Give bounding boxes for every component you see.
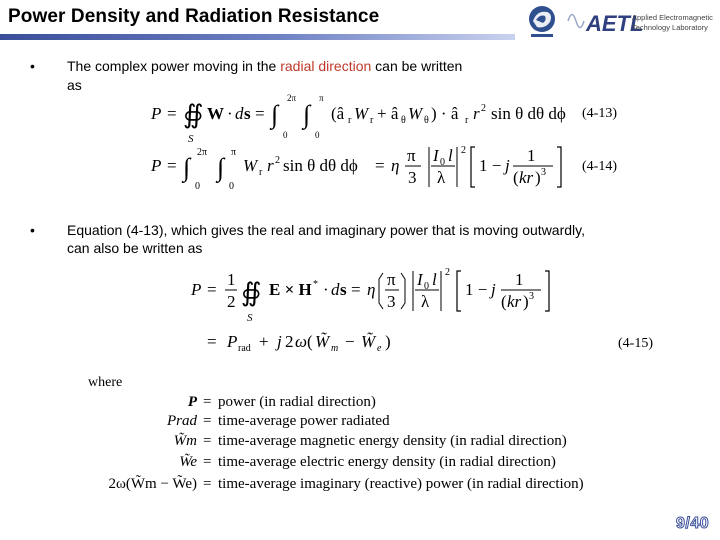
svg-text:=: = xyxy=(167,104,177,123)
svg-text:m: m xyxy=(331,343,339,354)
svg-text:sin θ dθ dϕ: sin θ dθ dϕ xyxy=(283,156,358,175)
svg-text:r: r xyxy=(348,115,352,126)
svg-text:=: = xyxy=(167,156,177,175)
svg-text:2: 2 xyxy=(445,267,450,278)
definition-symbol: W̃e xyxy=(179,454,197,470)
svg-text:j: j xyxy=(277,332,282,351)
aetl-wave-icon xyxy=(566,4,644,38)
svg-text:3: 3 xyxy=(387,292,396,311)
svg-text:2π: 2π xyxy=(197,147,208,158)
svg-text:r: r xyxy=(370,115,374,126)
svg-text:=: = xyxy=(375,156,385,175)
slide-title: Power Density and Radiation Resistance xyxy=(8,6,380,27)
svg-text:P: P xyxy=(151,104,162,123)
where-label: where xyxy=(88,375,123,390)
svg-text:1: 1 xyxy=(515,270,524,289)
svg-text:2: 2 xyxy=(275,155,280,166)
definition-equals: = xyxy=(203,476,212,492)
svg-text:r: r xyxy=(473,104,480,123)
svg-text:=: = xyxy=(207,332,217,351)
definition-equals: = xyxy=(203,433,212,449)
svg-text:3: 3 xyxy=(529,291,534,302)
title-underline-bar xyxy=(0,34,515,40)
svg-text:0: 0 xyxy=(440,157,445,168)
equation-number-4-13: (4-13) xyxy=(582,106,617,121)
bullet-1-text-a: The complex power moving in the xyxy=(67,58,281,74)
svg-text:): ) xyxy=(535,168,541,187)
bullet-1-highlight: radial direction xyxy=(280,58,372,74)
svg-text:π: π xyxy=(231,147,237,158)
svg-text:W: W xyxy=(408,104,423,123)
svg-text:3: 3 xyxy=(408,168,417,187)
svg-text:): ) xyxy=(385,332,391,351)
svg-text:·: · xyxy=(323,280,329,299)
svg-text:s: s xyxy=(244,104,251,123)
definition-text: time-average power radiated xyxy=(218,413,390,429)
svg-text:·: · xyxy=(227,104,233,123)
svg-text:rad: rad xyxy=(238,343,251,354)
aetl-subtitle-line1: Applied Electromagnetic xyxy=(632,13,713,22)
aetl-subtitle-line2: Technology Laboratory xyxy=(632,23,708,32)
svg-text:(: ( xyxy=(513,168,519,187)
definition-text: time-average imaginary (reactive) power (in radial direction) xyxy=(218,476,584,492)
svg-text:+: + xyxy=(259,332,269,351)
svg-text:s: s xyxy=(340,280,347,299)
svg-text:*: * xyxy=(313,279,318,290)
svg-text:2: 2 xyxy=(285,332,294,351)
svg-text:(: ( xyxy=(307,332,313,351)
svg-text:θ: θ xyxy=(424,115,429,126)
definition-symbol: P xyxy=(187,394,197,410)
svg-text:(: ( xyxy=(501,292,507,311)
svg-text:π: π xyxy=(387,270,396,289)
svg-text:0: 0 xyxy=(424,281,429,292)
svg-text:(â: (â xyxy=(331,104,345,123)
svg-text:W: W xyxy=(354,104,369,123)
equation-number-4-15: (4-15) xyxy=(618,336,653,351)
svg-text:1: 1 xyxy=(527,146,536,165)
svg-text:2π: 2π xyxy=(287,93,297,103)
svg-text:r: r xyxy=(267,156,274,175)
equation-4-15 xyxy=(185,265,665,357)
svg-text:l: l xyxy=(432,270,437,289)
svg-text:0: 0 xyxy=(315,130,320,140)
svg-text:I: I xyxy=(417,270,423,289)
svg-text:0: 0 xyxy=(229,181,234,192)
definition-text: time-average magnetic energy density (in radial direction) xyxy=(218,433,567,449)
svg-text:λ: λ xyxy=(421,292,430,311)
svg-text:θ: θ xyxy=(401,115,406,126)
bullet-1-line-1 xyxy=(67,58,462,75)
svg-text:=: = xyxy=(255,104,265,123)
svg-text:kr: kr xyxy=(519,168,534,187)
bullet-1-text-b: can be written xyxy=(371,58,463,74)
svg-text:2: 2 xyxy=(227,292,236,311)
svg-text:2: 2 xyxy=(461,145,466,156)
svg-text:=: = xyxy=(207,280,217,299)
svg-text:π: π xyxy=(407,146,416,165)
svg-text:P: P xyxy=(151,156,162,175)
page-number: 9/40 xyxy=(676,515,710,532)
svg-text:j: j xyxy=(505,156,510,175)
definition-equals: = xyxy=(203,394,212,410)
slide-header xyxy=(0,0,720,46)
svg-text:π: π xyxy=(319,93,324,103)
definition-text: power (in radial direction) xyxy=(218,394,376,410)
svg-text:1 −: 1 − xyxy=(479,156,502,175)
svg-text:P: P xyxy=(227,332,238,351)
svg-text:d: d xyxy=(331,280,340,299)
svg-text:2: 2 xyxy=(481,103,486,114)
equation-number-4-14: (4-14) xyxy=(582,159,617,174)
svg-text:∫: ∫ xyxy=(303,100,311,129)
svg-text:=: = xyxy=(351,280,361,299)
svg-text:W: W xyxy=(243,156,258,175)
bullet-dot: • xyxy=(30,222,35,238)
bullet-dot: • xyxy=(30,58,35,74)
svg-text:+ â: + â xyxy=(377,104,399,123)
svg-text:1: 1 xyxy=(227,270,236,289)
svg-text:kr: kr xyxy=(507,292,522,311)
bullet-2-line-1: Equation (4-13), which gives the real and imaginary power that is moving outwardly, xyxy=(67,222,585,238)
svg-text:sin θ dθ dϕ: sin θ dθ dϕ xyxy=(491,104,566,123)
svg-text:e: e xyxy=(377,343,382,354)
definition-symbol: W̃m xyxy=(173,433,197,449)
svg-text:W̃: W̃ xyxy=(361,332,376,351)
svg-text:S: S xyxy=(247,312,253,324)
definition-symbol: 2ω(W̃m − W̃e) xyxy=(108,476,197,492)
university-logo-icon xyxy=(523,2,561,40)
definition-text: time-average electric energy density (in radial direction) xyxy=(218,454,556,470)
aetl-logo-text: AETL xyxy=(586,11,644,36)
svg-text:∫: ∫ xyxy=(217,153,225,182)
svg-text:1 −: 1 − xyxy=(465,280,488,299)
svg-text:3: 3 xyxy=(541,167,546,178)
definition-equals: = xyxy=(203,413,212,429)
svg-text:S: S xyxy=(188,133,194,145)
aetl-logo xyxy=(566,4,716,38)
svg-text:r: r xyxy=(465,115,469,126)
svg-text:∯: ∯ xyxy=(183,100,204,129)
svg-text:r: r xyxy=(259,167,263,178)
svg-text:P: P xyxy=(191,280,202,299)
svg-text:d: d xyxy=(235,104,244,123)
svg-text:ω: ω xyxy=(295,332,308,351)
svg-text:) · â: ) · â xyxy=(431,104,459,123)
svg-text:j: j xyxy=(491,280,496,299)
svg-text:): ) xyxy=(523,292,529,311)
equation-4-14 xyxy=(145,143,575,193)
svg-text:W̃: W̃ xyxy=(315,332,330,351)
svg-text:∫: ∫ xyxy=(271,100,279,129)
svg-text:η: η xyxy=(391,156,400,175)
svg-text:E × H: E × H xyxy=(269,280,312,299)
bullet-2-line-2: can also be written as xyxy=(67,240,203,256)
svg-text:∯: ∯ xyxy=(241,278,262,307)
svg-text:∫: ∫ xyxy=(183,153,191,182)
svg-text:l: l xyxy=(448,146,453,165)
bullet-1-line-2: as xyxy=(67,77,82,93)
svg-text:λ: λ xyxy=(437,168,446,187)
svg-text:−: − xyxy=(345,332,355,351)
svg-text:W: W xyxy=(207,104,224,123)
definition-symbol: Prad xyxy=(167,413,197,429)
svg-text:η: η xyxy=(367,280,376,299)
definition-equals: = xyxy=(203,454,212,470)
svg-text:0: 0 xyxy=(283,130,288,140)
svg-text:I: I xyxy=(433,146,439,165)
equation-4-13 xyxy=(145,90,605,146)
svg-text:0: 0 xyxy=(195,181,200,192)
